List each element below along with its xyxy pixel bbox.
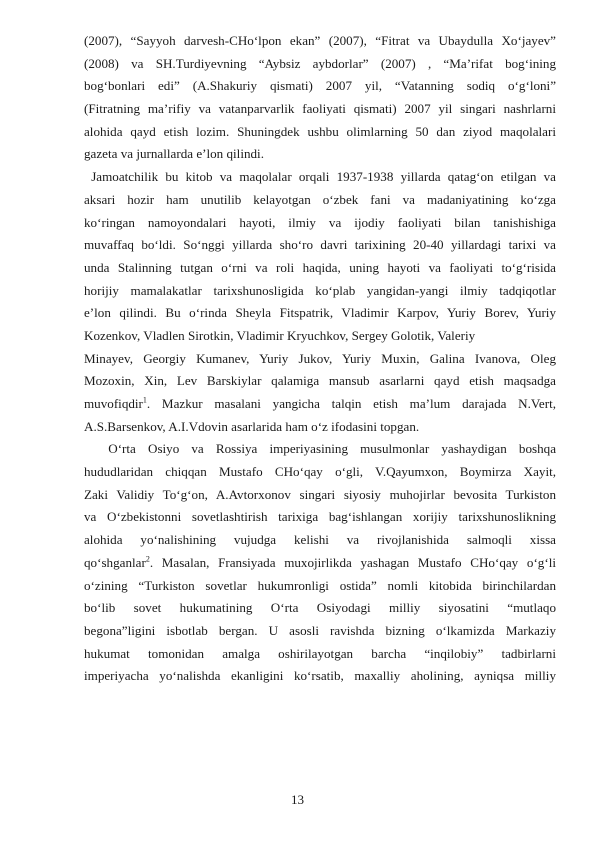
text-segment: . Masalan, Fransiyada muxojirlikda yashagan Mustafo CHo‘qay o‘g‘li (149, 554, 556, 570)
text-line: horijiy mamalakatlar tarixshunosligida ko‘plab yangidan-yangi ilmiy tadqiqotlar (84, 282, 556, 298)
text-line: e’lon qilindi. Bu o‘rinda Sheyla Fitspatrik, Vladimir Karpov, Yuriy Borev, Yuriy (84, 305, 556, 321)
text-line: (2007), “Sayyoh darvesh-CHo‘lpon ekan” (2007), “Fitrat va Ubaydulla Xo‘jayev” (84, 33, 556, 48)
text-line (84, 552, 556, 575)
text-line: (Fitratning ma’rifiy va vatanparvarlik faoliyati qismati) 2007 yil singari nashrlarni (84, 101, 556, 117)
text-line: alohida yo‘nalishining vujudga kelishi va rivojlanishida salmoqli xissa (84, 532, 556, 548)
text-line: Zaki Validiy To‘g‘on, A.Avtorxonov singari siyosiy muhojirlar bevosita Turkiston (84, 486, 556, 502)
text-segment: qo‘shganlar (84, 554, 146, 570)
page-number: 13 (290, 792, 305, 807)
text-line: bog‘bonlari edi” (A.Shakuriy qismati) 2007 yil, “Vatanning sodiq o‘g‘loni” (84, 78, 556, 94)
text-line: hududlaridan chiqqan Mustafo CHo‘qay o‘gli, V.Qayumxon, Boymirza Xayit, (84, 464, 556, 480)
text-line: (2008) va SH.Turdiyevning “Aybsiz aybdorlar” (2007) , “Ma’rifat bog‘ining (84, 55, 556, 71)
text-line: alohida qayd etish lozim. Shuningdek ushbu olimlarning 50 dan ziyod maqolalari (84, 123, 556, 139)
paragraph-3 (84, 348, 556, 439)
text-line: gazeta va jurnallarda e’lon qilindi. (84, 146, 264, 162)
text-line: va O‘zbekistonni sovetlashtirish tarixiga bag‘ishlangan xorijiy tarixshunoslikning (84, 509, 556, 525)
paragraph-4 (84, 438, 556, 688)
footnote-reference[interactable]: 2 (145, 554, 150, 564)
text-line: aksari hozir ham unutilib kelayotgan o‘zbek fani va madaniyatining ko‘zga (84, 191, 556, 207)
text-segment: muvofiqdir (84, 396, 143, 411)
text-line: imperiyacha yo‘nalishda ekanligini ko‘rsatib, maxalliy aholining, ayniqsa milliy (84, 668, 556, 684)
text-line: Jamoatchilik bu kitob va maqolalar orqali 1937-1938 yillarda qatag‘on etilgan va (84, 169, 556, 185)
document-body (84, 30, 556, 688)
footnote-reference[interactable]: 1 (142, 395, 147, 405)
text-line: A.S.Barsenkov, A.I.Vdovin asarlarida ham o‘z ifodasini topgan. (84, 418, 420, 434)
text-line: ko‘ringan namoyondalari hayoti, ilmiy va ijodiy faoliyati bilan tanishishiga (84, 214, 556, 230)
text-line: Mozoxin, Xin, Lev Barskiylar qalamiga mansub asarlarni qayd etish maqsadga (84, 373, 556, 389)
text-line: Kozenkov, Vladlen Sirotkin, Vladimir Kryuchkov, Sergey Golotik, Valeriy (84, 327, 476, 343)
text-line: o‘zining “Turkiston sovetlar hukumronligi ostida” nomli kitobida birinchilardan (84, 577, 556, 593)
text-line: begona”ligini isbotlab bergan. U asosli ravishda bizning o‘lkamizda Markaziy (84, 622, 556, 638)
text-line (84, 393, 556, 416)
paragraph-2 (84, 166, 556, 348)
text-line: muvaffaq bo‘ldi. So‘nggi yillarda sho‘ro davri tarixining 20-40 yillardagi tarixi va (84, 237, 556, 253)
text-line: hukumat tomonidan amalga oshirilayotgan barcha “inqilobiy” tadbirlarni (84, 645, 556, 661)
text-line: Minayev, Georgiy Kumanev, Yuriy Jukov, Yuriy Muxin, Galina Ivanova, Oleg (84, 350, 556, 366)
paragraph-1 (84, 30, 556, 166)
text-line: O‘rta Osiyo va Rossiya imperiyasining musulmonlar yashaydigan boshqa (84, 441, 556, 457)
text-line: bo‘lib sovet hukumatining O‘rta Osiyodagi milliy siyosatini “mutlaqo (84, 600, 556, 616)
text-line: unda Stalinning tutgan o‘rni va roli haqida, uning hayoti va faoliyati to‘g‘risida (84, 259, 556, 275)
text-segment: . Mazkur masalani yangicha talqin etish ma’lum darajada N.Vert, (146, 396, 556, 411)
